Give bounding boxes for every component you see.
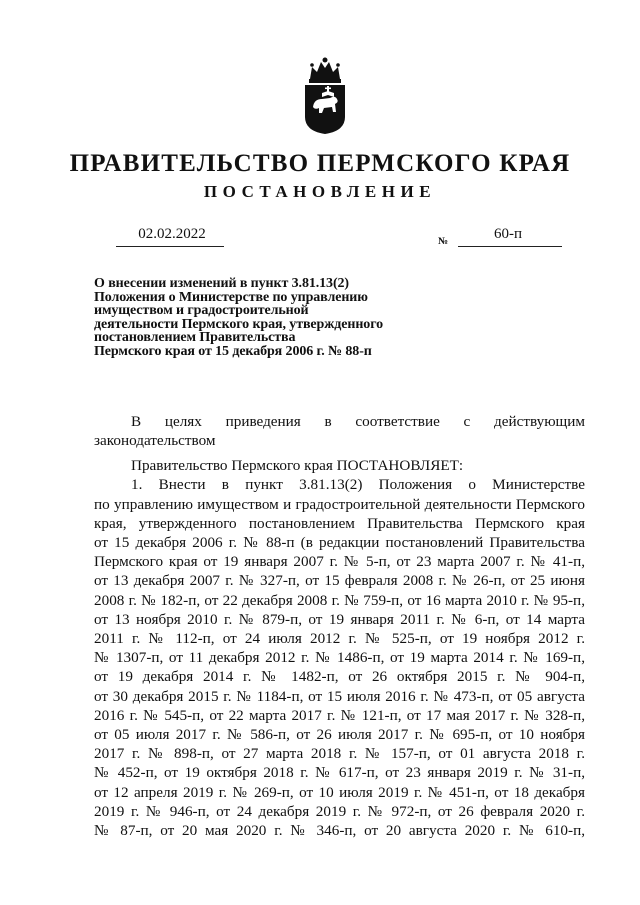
body-line: от 30 декабря 2015 г. № 1184-п, от 15 июля 2016 г. № 473-п, от 05 августа [94,687,585,705]
date-underline [116,246,224,247]
body-line: 2008 г. № 182-п, от 22 декабря 2008 г. № 759-п, от 16 марта 2010 г. № 95-п, [94,591,585,609]
document-date: 02.02.2022 [138,226,206,242]
body-line: от 12 апреля 2019 г. № 269-п, от 10 июля 2019 г. № 451-п, от 18 декабря [94,783,585,801]
body-line: 1. Внести в пункт 3.81.13(2) Положения о Министерстве [131,476,585,494]
body-line: № 1307-п, от 11 декабря 2012 г. № 1486-п, от 19 марта 2014 г. № 169-п, [94,649,585,667]
subject-line: имуществом и градостроительной [94,303,309,319]
subject-line: постановлением Правительства [94,330,296,346]
number-sign: № [438,236,449,247]
body-line: от 19 декабря 2014 г. № 1482-п, от 26 октября 2015 г. № 904-п, [94,668,585,686]
body-line: 2011 г. № 112-п, от 24 июля 2012 г. № 525-п, от 19 ноября 2012 г. [94,630,585,647]
body-line: Правительство Пермского края ПОСТАНОВЛЯЕТ: [131,457,464,475]
body-line: 2019 г. № 946-п, от 24 декабря 2019 г. № 972-п, от 26 февраля 2020 г. [94,802,585,820]
subject-line: деятельности Пермского края, утвержденного [94,316,384,332]
body-line: от 15 декабря 2006 г. № 88-п (в редакции постановлений Правительства [94,534,585,551]
body-line: законодательством [94,432,216,449]
document-type: ПОСТАНОВЛЕНИЕ [203,182,437,201]
subject-line: Пермского края от 15 декабря 2006 г. № 88-п [94,343,372,359]
subject-line: Положения о Министерстве по управлению [94,289,368,305]
organization-title: ПРАВИТЕЛЬСТВО ПЕРМСКОГО КРАЯ [69,150,571,177]
document-subject [94,277,424,359]
body-line: по управлению имуществом и градостроительной деятельности Пермского [94,495,585,513]
body-line: края, утвержденного постановлением Правительства Пермского края [94,514,585,532]
number-underline [458,246,562,247]
body-line: от 13 ноября 2010 г. № 879-п, от 19 января 2011 г. № 6-п, от 14 марта [94,610,585,628]
body-line: № 87-п, от 20 мая 2020 г. № 346-п, от 20 августа 2020 г. № 610-п, [94,822,585,839]
subject-line: О внесении изменений в пункт 3.81.13(2) [94,276,349,291]
body-line: от 05 июля 2017 г. № 586-п, от 26 июля 2017 г. № 695-п, от 10 ноября [94,726,585,743]
body-line: 2016 г. № 545-п, от 22 марта 2017 г. № 121-п, от 17 мая 2017 г. № 328-п, [94,706,585,724]
body-line: от 13 декабря 2007 г. № 327-п, от 15 февраля 2008 г. № 26-п, от 25 июня [94,572,585,590]
body-line: В целях приведения в соответствие с действующим [131,413,585,430]
body-line: Пермского края от 19 января 2007 г. № 5-п, от 23 марта 2007 г. № 41-п, [94,553,585,571]
body-line: № 452-п, от 19 октября 2018 г. № 617-п, от 23 января 2019 г. № 31-п, [94,764,585,782]
body-line: 2017 г. № 898-п, от 27 марта 2018 г. № 157-п, от 01 августа 2018 г. [94,745,585,763]
coat-of-arms-icon [300,55,350,135]
document-number: 60-п [493,226,523,242]
